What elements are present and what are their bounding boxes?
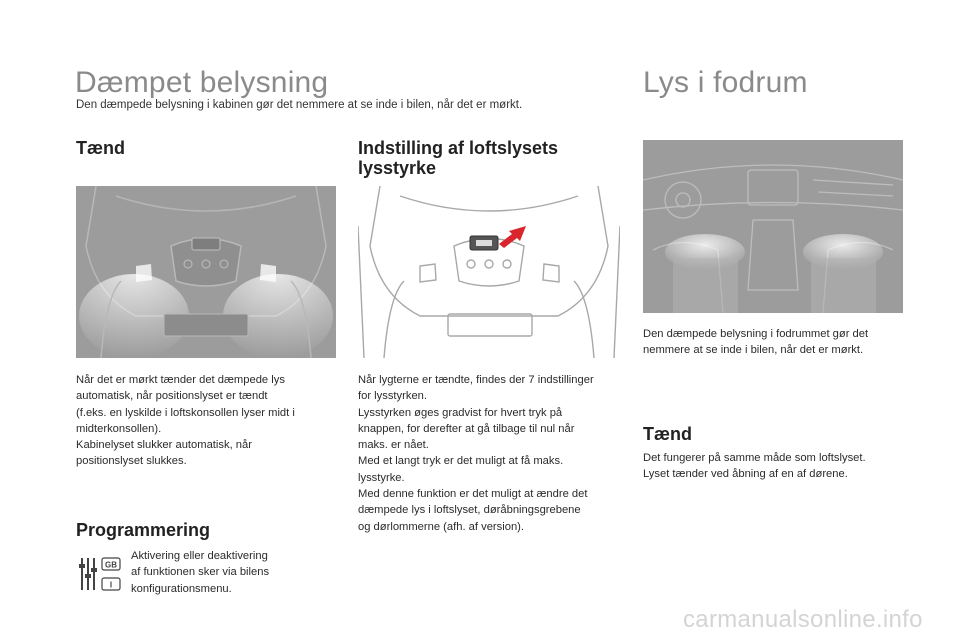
- language-label-i: I: [109, 580, 113, 590]
- text-line: konfigurationsmenu.: [131, 582, 232, 595]
- heading-fodrum-taend: Tænd: [643, 424, 692, 444]
- text-line: Kabinelyset slukker automatisk, når: [76, 439, 252, 452]
- text-line: midterkonsollen).: [76, 422, 162, 435]
- programmering-description: [131, 548, 331, 597]
- text-line: Når det er mørkt tænder det dæmpede lys: [76, 374, 285, 386]
- text-line: for lysstyrken.: [358, 390, 428, 403]
- text-line: Det fungerer på samme måde som loftslyset.: [643, 452, 866, 464]
- text-line: Lyset tænder ved åbning af en af dørene.: [643, 468, 848, 481]
- text-line: dæmpede lys i loftslyset, døråbningsgrebene: [358, 504, 581, 517]
- heading-indstilling: [358, 138, 558, 178]
- heading-line: lysstyrke: [358, 158, 437, 178]
- page-title-lys-i-fodrum: Lys i fodrum: [643, 66, 808, 99]
- taend-description: [76, 372, 346, 470]
- text-line: maks. er nået.: [358, 439, 429, 452]
- text-line: og dørlommerne (afh. af version).: [358, 520, 525, 533]
- language-label-gb: GB: [105, 560, 117, 570]
- text-line: nemmere at se inde i bilen, når det er mørkt.: [643, 344, 864, 357]
- text-line: Med denne funktion er det muligt at ændre det: [358, 488, 588, 501]
- heading-taend: Tænd: [76, 138, 125, 158]
- text-line: (f.eks. en lyskilde i loftskonsollen lyser midt i: [76, 406, 295, 419]
- text-line: lysstyrke.: [358, 471, 405, 484]
- text-line: Den dæmpede belysning i fodrummet gør det: [643, 328, 869, 340]
- page-title-daempet-belysning: Dæmpet belysning: [75, 66, 329, 99]
- fodrum-description: [643, 326, 913, 359]
- text-line: positionslyset slukkes.: [76, 455, 187, 468]
- settings-sliders-icon: [78, 554, 122, 594]
- intro-text: Den dæmpede belysning i kabinen gør det nemmere at se inde i bilen, når det er mørkt.: [76, 99, 523, 111]
- watermark: carmanualsonline.info: [683, 606, 923, 633]
- text-line: Med et langt tryk er det muligt at få maks.: [358, 455, 564, 468]
- text-line: Lysstyrken øges gradvist for hvert tryk på: [358, 406, 563, 419]
- text-line: automatisk, når positionslyset er tændt: [76, 390, 268, 403]
- ceiling-light-button-illustration: [358, 186, 620, 358]
- fodrum-taend-description: [643, 450, 913, 483]
- text-line: knappen, for derefter at gå tilbage til nul når: [358, 422, 575, 435]
- text-line: Aktivering eller deaktivering: [131, 550, 268, 562]
- text-line: af funktionen sker via bilens: [131, 566, 270, 579]
- text-line: Når lygterne er tændte, findes der 7 indstillinger: [358, 374, 594, 386]
- heading-programmering: Programmering: [76, 520, 211, 540]
- footwell-light-illustration: [643, 140, 903, 313]
- indstilling-description: [358, 372, 628, 535]
- ceiling-console-light-illustration: [76, 186, 336, 358]
- heading-line: Indstilling af loftslysets: [358, 138, 559, 158]
